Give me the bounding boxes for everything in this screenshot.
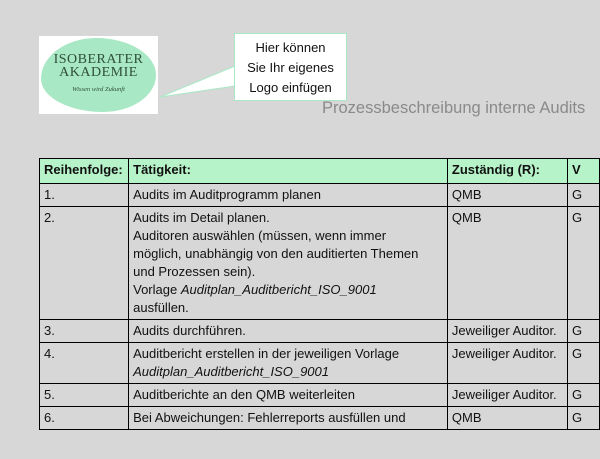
cell-order: 3. [40, 320, 129, 343]
cell-activity [129, 184, 448, 207]
cell-responsible: QMB [447, 407, 567, 430]
cell-v: G [567, 207, 599, 320]
activity-line: möglich, unabhängig von den auditierten Themen [133, 246, 419, 261]
activity-line: Auditoren auswählen (müssen, wenn immer [133, 228, 387, 243]
header-v: V [567, 159, 599, 184]
document-title: Prozessbeschreibung interne Audits [322, 99, 586, 117]
cell-responsible: Jeweiliger Auditor. [447, 320, 567, 343]
activity-text: Audits durchführen. [133, 323, 246, 338]
cell-responsible: QMB [447, 207, 567, 320]
table-row [40, 184, 600, 207]
table-row [40, 320, 600, 343]
activity-text: Bei Abweichungen: Fehlerreports ausfüllen und [133, 410, 406, 425]
cell-order: 4. [40, 343, 129, 384]
template-name: Auditplan_Auditbericht_ISO_9001 [180, 282, 377, 297]
activity-line: Auditbericht erstellen in der jeweiligen Vorlage [133, 346, 400, 361]
cell-responsible: QMB [447, 184, 567, 207]
logo-wordmark [39, 53, 158, 79]
cell-activity [129, 320, 448, 343]
activity-line [133, 281, 443, 299]
activity-line: Audits im Detail planen. [133, 210, 270, 225]
cell-responsible: Jeweiliger Auditor. [447, 384, 567, 407]
logo-tagline: Wissen wird Zukunft [72, 86, 125, 93]
cell-v: G [567, 184, 599, 207]
logo-line-2: AKADEMIE [59, 65, 138, 80]
callout-line-2: Sie Ihr eigenes [247, 60, 334, 75]
cell-v: G [567, 320, 599, 343]
callout-line-1: Hier können [255, 40, 326, 55]
callout-tail [160, 60, 240, 100]
activity-text: Auditberichte an den QMB weiterleiten [133, 387, 355, 402]
cell-order: 6. [40, 407, 129, 430]
logo-line-1: ISOBERATER [53, 52, 144, 67]
callout-line-3: Logo einfügen [249, 80, 332, 95]
process-table [39, 158, 600, 430]
activity-text: Audits im Auditprogramm planen [133, 187, 321, 202]
activity-line: ausfüllen. [133, 300, 189, 315]
header-order: Reihenfolge: [40, 159, 129, 184]
table-header-row [40, 159, 600, 184]
table-row [40, 207, 600, 320]
activity-line: und Prozessen sein). [133, 264, 256, 279]
table-row [40, 343, 600, 384]
header-responsible: Zuständig (R): [447, 159, 567, 184]
template-prefix: Vorlage [133, 282, 181, 297]
cell-v: G [567, 384, 599, 407]
cell-activity [129, 343, 448, 384]
cell-responsible: Jeweiliger Auditor. [447, 343, 567, 384]
table-row [40, 407, 600, 430]
cell-activity [129, 407, 448, 430]
cell-v: G [567, 343, 599, 384]
logo-callout [234, 33, 347, 101]
cell-order: 5. [40, 384, 129, 407]
cell-order: 2. [40, 207, 129, 320]
cell-activity [129, 384, 448, 407]
header-activity: Tätigkeit: [129, 159, 448, 184]
cell-order: 1. [40, 184, 129, 207]
template-name: Auditplan_Auditbericht_ISO_9001 [133, 364, 329, 379]
cell-activity [129, 207, 448, 320]
cell-v: G [567, 407, 599, 430]
company-logo [39, 36, 158, 114]
table-row [40, 384, 600, 407]
